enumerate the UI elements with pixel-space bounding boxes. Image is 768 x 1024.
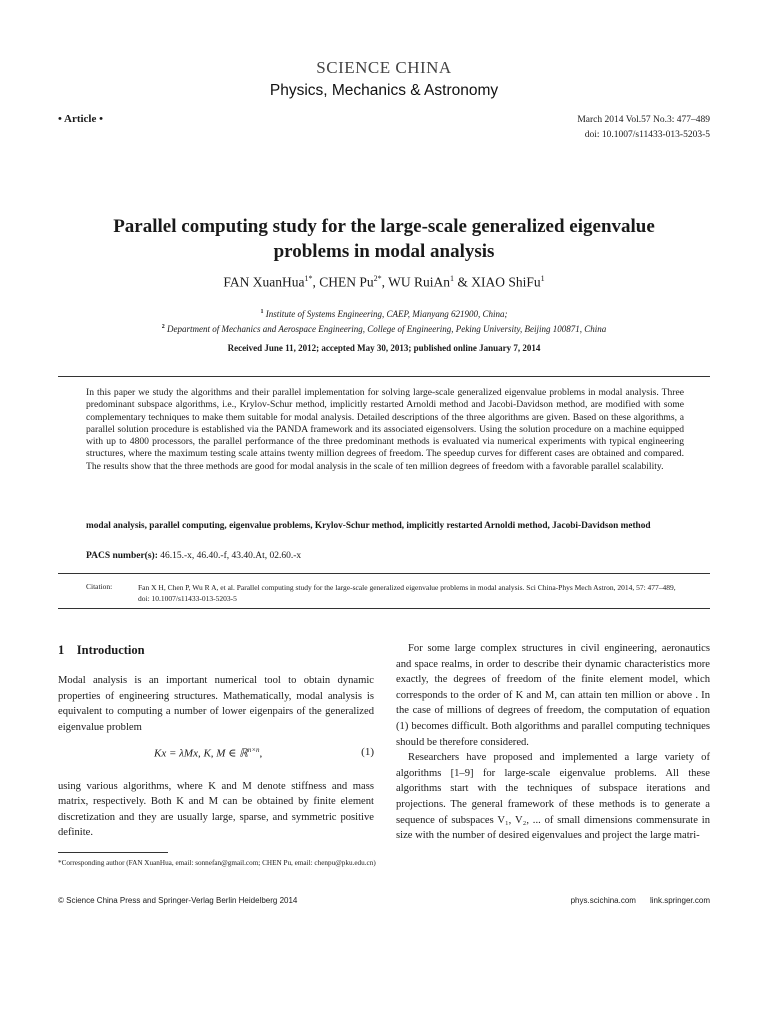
title-line-1: Parallel computing study for the large-scale generalized eigenvalue xyxy=(113,216,655,237)
paragraph: using various algorithms, where K and M denote stiffness and mass matrix, respectively. Both K and M can be obtained by finite element discretization and they are usually large, sparse, and symmetric positive definite. xyxy=(58,780,374,839)
citation-label: Citation: xyxy=(86,582,113,591)
author-separator: & xyxy=(454,274,472,290)
affiliation-sup: 2 xyxy=(161,324,165,330)
issue-line: March 2014 Vol.57 No.3: 477–489 xyxy=(577,115,710,125)
paragraph: For some large complex structures in civil engineering, aeronautics and space realms, in order to describe their dynamic characteristics more exactly, the degrees of freedom of the finite element model, which corresponds to the order of K and M, can attain ten million or above . In the case of millions of degrees of freedom, the computation of equation (1) becomes difficult. Both algorithms and parallel computing techniques should be therefore considered. xyxy=(396,643,710,748)
affiliation-text: Institute of Systems Engineering, CAEP, Mianyang 621900, China; xyxy=(265,309,508,319)
citation-text: Fan X H, Chen P, Wu R A, et al. Parallel computing study for the large-scale generalized eigenvalue problems in modal analysis. Sci China-Phys Mech Astron, 2014, 57: 477–489, doi: 10.1007/s11433-013-5203-5 xyxy=(138,583,676,603)
pacs-numbers xyxy=(86,551,684,561)
affiliation-2 xyxy=(0,321,768,336)
section-heading xyxy=(58,643,145,658)
affiliations xyxy=(0,306,768,336)
equation-text: Kx = λMx, K, M ∈ ℝ xyxy=(154,747,248,760)
citation-top-rule xyxy=(58,573,710,574)
abstract-text: In this paper we study the algorithms and their parallel implementation for solving large-scale generalized eigenvalue problems in modal analysis. Three predominant subspace algorithms, i.e., Krylov-Schur method, implicitly restarted Arnoldi method and Jacobi-Davidson method, are modified with some complementary techniques to make them suitable for modal analysis. Detailed descriptions of the three algorithms are given. Based on these algorithms, a parallel solution procedure is established via the PANDA framework and its associated eigensolvers. Using the solution procedure on a machine equipped with up to 4800 processors, the parallel performance of the three predominant methods is evaluated via numerical experiments with typical engineering structures, where the maximum testing scale attains twenty million degrees of freedom. The speedup curves for different cases are obtained and compared. The results show that the three methods are good for modal analysis in the scale of ten million degrees of freedom with a favorable parallel scalability. xyxy=(86,387,684,472)
footnote-rule xyxy=(58,852,168,853)
author-sup: 1* xyxy=(304,274,313,283)
author-name: WU RuiAn xyxy=(388,274,450,290)
author-sup: 2* xyxy=(373,274,382,283)
paragraph: Modal analysis is an important numerical tool to obtain dynamic properties of engineering structures. Mathematically, modal analysis is equivalent to computing a number of lower eigenpairs of the generalized eigenvalue problem xyxy=(58,675,374,733)
author-sup: 1 xyxy=(540,274,545,283)
left-column-para-2 xyxy=(58,768,374,852)
author-name: CHEN Pu xyxy=(319,274,374,290)
paper-title xyxy=(70,214,698,264)
author-separator: , xyxy=(381,274,389,290)
author-name: XIAO ShiFu xyxy=(471,274,541,290)
section-title: Introduction xyxy=(76,643,145,657)
equation-number: (1) xyxy=(361,746,374,758)
author-name: FAN XuanHua xyxy=(223,274,305,290)
received-dates: Received June 11, 2012; accepted May 30, 2013; published online January 7, 2014 xyxy=(227,343,541,353)
author-separator: , xyxy=(312,274,320,290)
affiliation-1 xyxy=(0,306,768,321)
affiliation-sup: 1 xyxy=(260,309,264,315)
article-type-label: • Article • xyxy=(58,113,103,125)
issue-info xyxy=(577,113,710,143)
left-column-para-1 xyxy=(58,673,374,735)
section-number: 1 xyxy=(58,643,65,657)
author-sup: 1 xyxy=(450,274,454,283)
pacs-values: 46.15.-x, 46.40.-f, 43.40.At, 02.60.-x xyxy=(157,551,302,561)
right-column xyxy=(396,641,710,844)
corresponding-author-footnote: *Corresponding author (FAN XuanHua, email: sonnefan@gmail.com; CHEN Pu, email: chenpu@pku.edu.cn) xyxy=(58,859,376,867)
footer-links xyxy=(557,896,710,905)
doi-line: doi: 10.1007/s11433-013-5203-5 xyxy=(584,130,710,140)
copyright-notice: © Science China Press and Springer-Verlag Berlin Heidelberg 2014 xyxy=(58,896,298,905)
keywords: modal analysis, parallel computing, eigenvalue problems, Krylov-Schur method, implicitly restarted Arnoldi method, Jacobi-Davidson method xyxy=(86,521,651,531)
abstract-top-rule xyxy=(58,376,710,377)
journal-subtitle: Physics, Mechanics & Astronomy xyxy=(269,82,499,99)
paragraph: Researchers have proposed and implemented a large variety of algorithms [1–9] for large-scale eigenvalue problems. All these algorithms start with the techniques of subspace iterations and projections. The general framework of these methods is to generate a sequence of subspaces V₁, V₂, ... of small dimensions commensurate in size with the number of desired eigenvalues and project the large matri- xyxy=(396,752,710,842)
citation-bottom-rule xyxy=(58,608,710,609)
title-line-2: problems in modal analysis xyxy=(273,241,495,262)
equation-body xyxy=(154,746,262,760)
author-list xyxy=(0,274,768,291)
journal-name: SCIENCE CHINA xyxy=(316,58,452,77)
pacs-label: PACS number(s): xyxy=(86,551,158,561)
site-link-springer[interactable]: link.springer.com xyxy=(649,896,710,905)
equation-superscript: n×n xyxy=(247,746,260,754)
equation-tail: , xyxy=(259,747,263,760)
affiliation-text: Department of Mechanics and Aerospace Engineering, College of Engineering, Peking University, Beijing 100871, China xyxy=(167,324,607,334)
site-link-scichina[interactable]: phys.scichina.com xyxy=(570,896,636,905)
